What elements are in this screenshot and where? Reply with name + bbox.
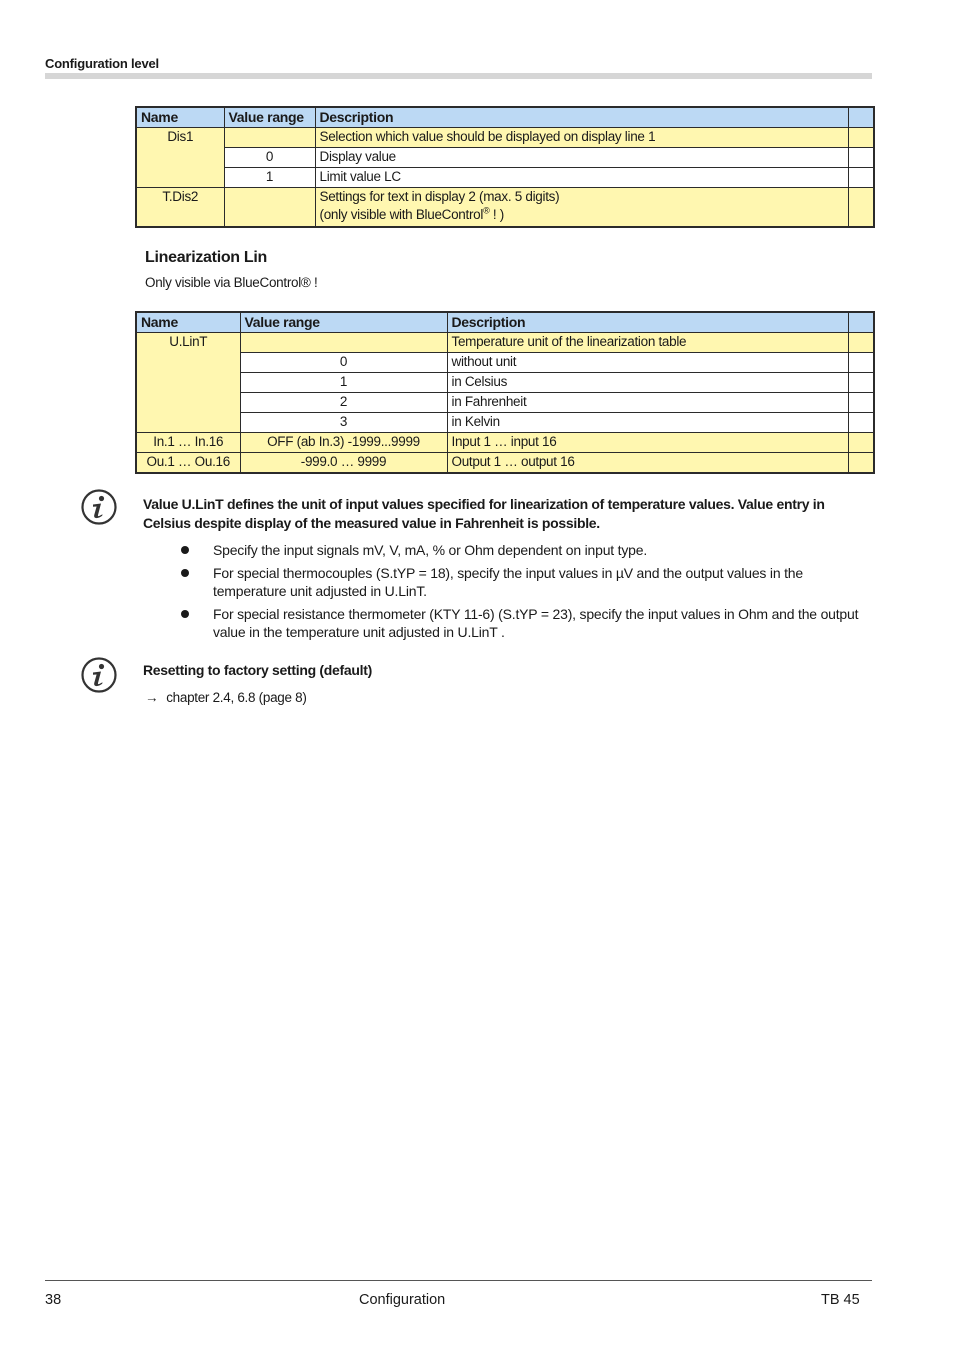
description-cell: without unit bbox=[447, 353, 848, 373]
column-header-blank bbox=[848, 312, 874, 333]
list-item bbox=[180, 541, 872, 559]
table-row bbox=[136, 453, 874, 474]
blank-cell bbox=[848, 333, 874, 353]
column-header-description: Description bbox=[315, 107, 848, 128]
value-cell: 2 bbox=[240, 393, 447, 413]
table-row bbox=[136, 433, 874, 453]
header-title: Configuration level bbox=[45, 56, 159, 71]
column-header-description: Description bbox=[447, 312, 848, 333]
table-row bbox=[136, 373, 874, 393]
param-name-ulint: U.LinT bbox=[136, 333, 240, 433]
description-cell bbox=[315, 188, 848, 228]
table-row bbox=[136, 188, 874, 228]
value-cell bbox=[224, 188, 315, 228]
footer-rule bbox=[45, 1280, 872, 1281]
value-cell bbox=[240, 333, 447, 353]
list-item bbox=[180, 605, 872, 641]
note-text: Value U.LinT defines the unit of input values specified for linearization of temperature values. Value entry in Celsius despite display of the measured value in Fahrenheit is possible. bbox=[143, 496, 825, 531]
section-subtitle: Only visible via BlueControl® ! bbox=[145, 275, 318, 290]
blank-cell bbox=[848, 168, 874, 188]
reference-text: chapter 2.4, 6.8 (page 8) bbox=[166, 690, 307, 705]
description-cell: Output 1 … output 16 bbox=[447, 453, 848, 474]
value-cell: -999.0 … 9999 bbox=[240, 453, 447, 474]
table-row bbox=[136, 333, 874, 353]
column-header-value-range: Value range bbox=[224, 107, 315, 128]
blank-cell bbox=[848, 453, 874, 474]
description-cell: in Kelvin bbox=[447, 413, 848, 433]
blank-cell bbox=[848, 433, 874, 453]
blank-cell bbox=[848, 148, 874, 168]
display-config-table bbox=[135, 106, 875, 228]
param-name-dis1: Dis1 bbox=[136, 128, 224, 188]
description-line bbox=[320, 206, 844, 224]
value-cell: 0 bbox=[224, 148, 315, 168]
page-number: 38 bbox=[45, 1292, 62, 1308]
bullet-icon bbox=[181, 610, 189, 618]
list-item bbox=[180, 564, 872, 600]
description-cell: Temperature unit of the linearization table bbox=[447, 333, 848, 353]
column-header-blank bbox=[848, 107, 874, 128]
description-cell: Display value bbox=[315, 148, 848, 168]
bullet-icon bbox=[181, 546, 189, 554]
section-heading: Linearization Lin bbox=[145, 249, 268, 266]
table-header-row bbox=[136, 312, 874, 333]
list-item-text: For special thermocouples (S.tYP = 18), specify the input values in µV and the output values in the temperature unit adjusted in U.LinT. bbox=[213, 565, 803, 599]
footer-section: Configuration bbox=[359, 1292, 446, 1308]
registered-mark: ® bbox=[483, 205, 490, 216]
blank-cell bbox=[848, 393, 874, 413]
info-icon bbox=[81, 489, 117, 525]
value-cell: 3 bbox=[240, 413, 447, 433]
info-icon bbox=[81, 657, 117, 693]
table-header-row bbox=[136, 107, 874, 128]
column-header-value-range: Value range bbox=[240, 312, 447, 333]
table-row bbox=[136, 393, 874, 413]
column-header-name: Name bbox=[136, 312, 240, 333]
list-item-text: For special resistance thermometer (KTY 11-6) (S.tYP = 23), specify the input values in Ohm and the output value in the temperature unit adjusted in U.LinT . bbox=[213, 606, 859, 640]
table-row bbox=[136, 353, 874, 373]
bullet-list bbox=[180, 541, 872, 646]
column-header-name: Name bbox=[136, 107, 224, 128]
description-cell: Input 1 … input 16 bbox=[447, 433, 848, 453]
blank-cell bbox=[848, 188, 874, 228]
chapter-reference bbox=[145, 690, 307, 705]
value-cell: OFF (ab In.3) -1999...9999 bbox=[240, 433, 447, 453]
bullet-icon bbox=[181, 569, 189, 577]
note-title: Resetting to factory setting (default) bbox=[143, 662, 372, 678]
description-cell: Limit value LC bbox=[315, 168, 848, 188]
description-cell: Selection which value should be displayed on display line 1 bbox=[315, 128, 848, 148]
value-cell: 1 bbox=[240, 373, 447, 393]
linearization-table bbox=[135, 311, 875, 474]
table-row bbox=[136, 413, 874, 433]
blank-cell bbox=[848, 128, 874, 148]
description-text: (only visible with BlueControl bbox=[319, 207, 484, 222]
blank-cell bbox=[848, 413, 874, 433]
blank-cell bbox=[848, 373, 874, 393]
value-cell: 0 bbox=[240, 353, 447, 373]
table-row bbox=[136, 168, 874, 188]
table-row bbox=[136, 148, 874, 168]
header-rule bbox=[45, 73, 872, 79]
footer-doc-id: TB 45 bbox=[821, 1292, 860, 1308]
value-cell bbox=[224, 128, 315, 148]
list-item-text: Specify the input signals mV, V, mA, % or Ohm dependent on input type. bbox=[213, 542, 648, 558]
param-name-tdis2: T.Dis2 bbox=[136, 188, 224, 228]
table-row bbox=[136, 128, 874, 148]
param-name-input: In.1 … In.16 bbox=[136, 433, 240, 453]
description-cell: in Celsius bbox=[447, 373, 848, 393]
blank-cell bbox=[848, 353, 874, 373]
description-line: Settings for text in display 2 (max. 5 digits) bbox=[319, 189, 560, 204]
arrow-right-icon: → bbox=[145, 690, 159, 705]
param-name-output: Ou.1 … Ou.16 bbox=[136, 453, 240, 474]
description-text: ! ) bbox=[489, 207, 504, 222]
description-cell: in Fahrenheit bbox=[447, 393, 848, 413]
value-cell: 1 bbox=[224, 168, 315, 188]
